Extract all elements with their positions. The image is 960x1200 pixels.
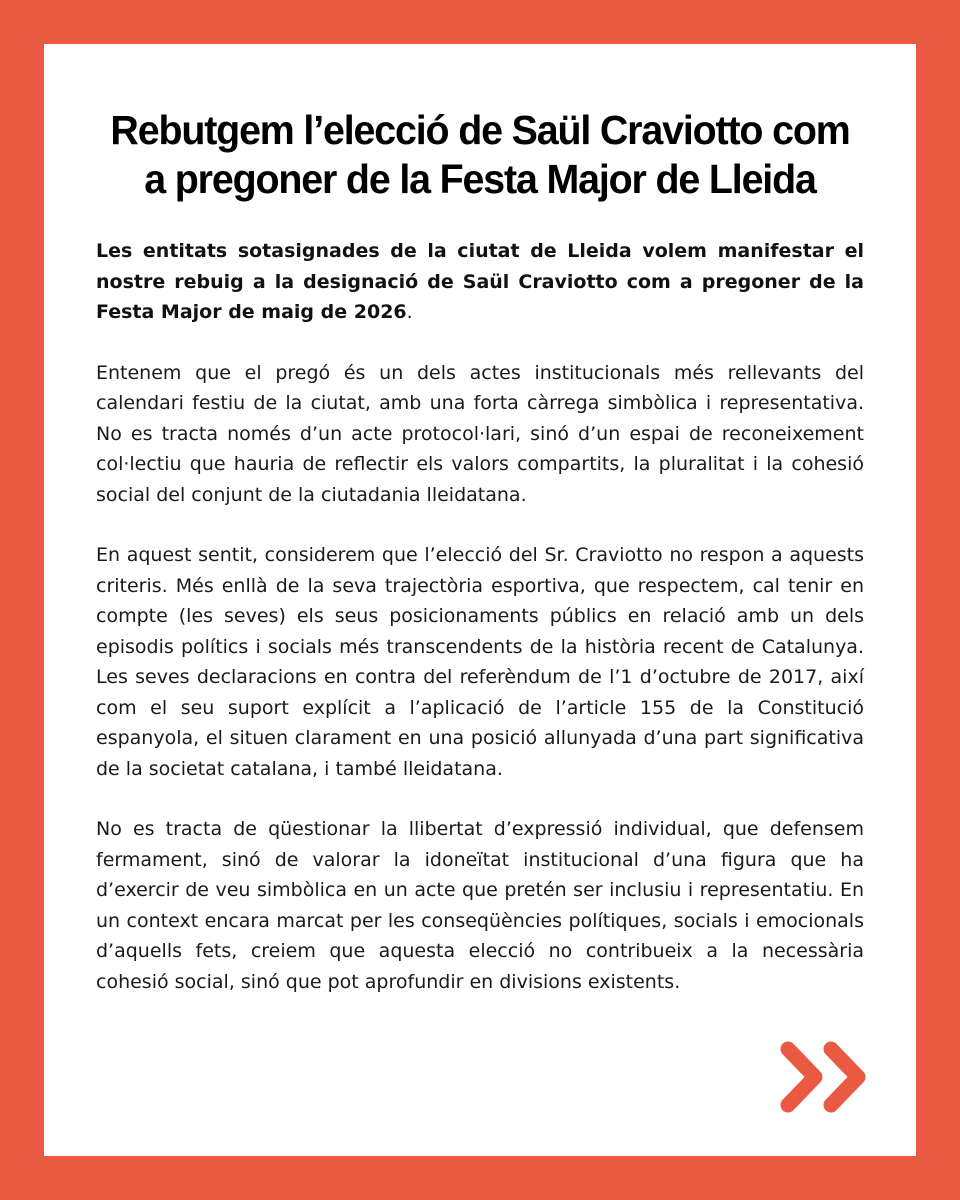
statement-body	[96, 236, 864, 1027]
next-slide-button[interactable]	[780, 1040, 876, 1120]
double-chevron-right-icon	[780, 1040, 876, 1120]
statement-card	[44, 44, 916, 1156]
lead-paragraph	[96, 236, 864, 328]
page-title: Rebutgem l’elecció de Saül Craviotto com a pregoner de la Festa Major de Lleida	[110, 107, 850, 202]
paragraph-1: Entenem que el pregó és un dels actes institucionals més rellevants del calendari festiu de la ciutat, amb una forta càrrega simbòlica i representativa. No es tracta només d’un acte protocol·lari, sinó d’un espai de reconeixement col·lectiu que hauria de reflectir els valors compartits, la pluralitat i la cohesió social del conjunt de la ciutadania lleidatana.	[96, 361, 864, 506]
paragraph-2: En aquest sentit, considerem que l’elecció del Sr. Craviotto no respon a aquests criteris. Més enllà de la seva trajectòria esportiva, que respectem, cal tenir en compte (les seves) els seus posicionaments públics en relació amb un dels episodis polítics i socials més transcendents de la història recent de Catalunya. Les seves declaracions en contra del referèndum de l’1 d’octubre de 2017, així com el seu suport explícit a l’aplicació de l’article 155 de la Constitució espanyola, el situen clarament en una posició allunyada d’una part significativa de la societat catalana, i també lleidatana.	[96, 544, 864, 780]
paragraph-3: No es tracta de qüestionar la llibertat d’expressió individual, que defensem fermament, sinó de valorar la idoneïtat institucional d’una figura que ha d’exercir de veu simbòlica en un acte que pretén ser inclusiu i representatiu. En un context encara marcat per les conseqüències polítiques, socials i emocionals d’aquells fets, creiem que aquesta elecció no contribueix a la necessària cohesió social, sinó que pot aprofundir en divisions existents.	[96, 818, 864, 993]
lead-end-punctuation: .	[406, 301, 413, 323]
lead-bold-text: Les entitats sotasignades de la ciutat de Lleida volem manifestar el nostre rebuig a la designació de Saül Craviotto com a pregoner de la Festa Major de maig de 2026	[96, 240, 864, 323]
